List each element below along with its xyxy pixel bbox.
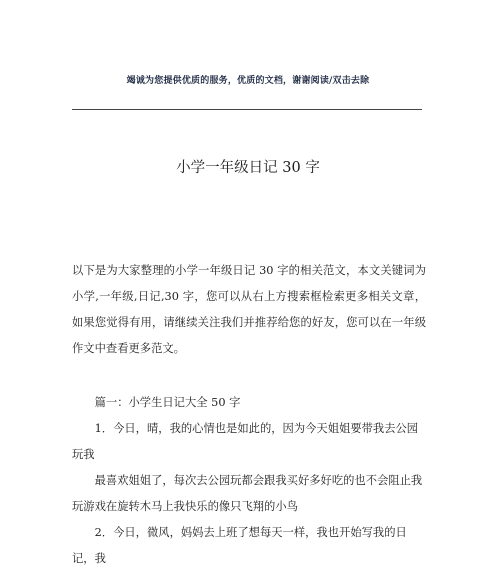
diary-entry-1-continued: 最喜欢姐姐了，每次去公园玩都会跟我买好多好吃的也不会阻止我玩游戏在旋转木马上我快乐的像只飞翔的小鸟 bbox=[72, 474, 423, 513]
diary-entry-1: 1．今日，晴，我的心情也是如此的，因为今天姐姐要带我去公园玩我 bbox=[72, 422, 419, 461]
document-title: 小学一年级日记 30 字 bbox=[176, 160, 320, 176]
diary-content bbox=[72, 390, 426, 572]
header-divider bbox=[72, 109, 422, 110]
section-heading: 篇一：小学生日记大全 50 字 bbox=[94, 396, 241, 409]
intro-paragraph: 以下是为大家整理的小学一年级日记 30 字的相关范文，本文关键词为小学,一年级,日记,30 字，您可以从右上方搜索框检索更多相关文章，如果您觉得有用，请继续关注我们并推荐给您的好友，您可以在一年级作文中查看更多范文。 bbox=[72, 264, 426, 355]
header-note: 竭诚为您提供优质的服务，优质的文档，谢谢阅读/双击去除 bbox=[126, 76, 370, 86]
diary-entry-2: 2．今日，微风，妈妈去上班了想每天一样，我也开始写我的日记，我 bbox=[72, 526, 407, 565]
